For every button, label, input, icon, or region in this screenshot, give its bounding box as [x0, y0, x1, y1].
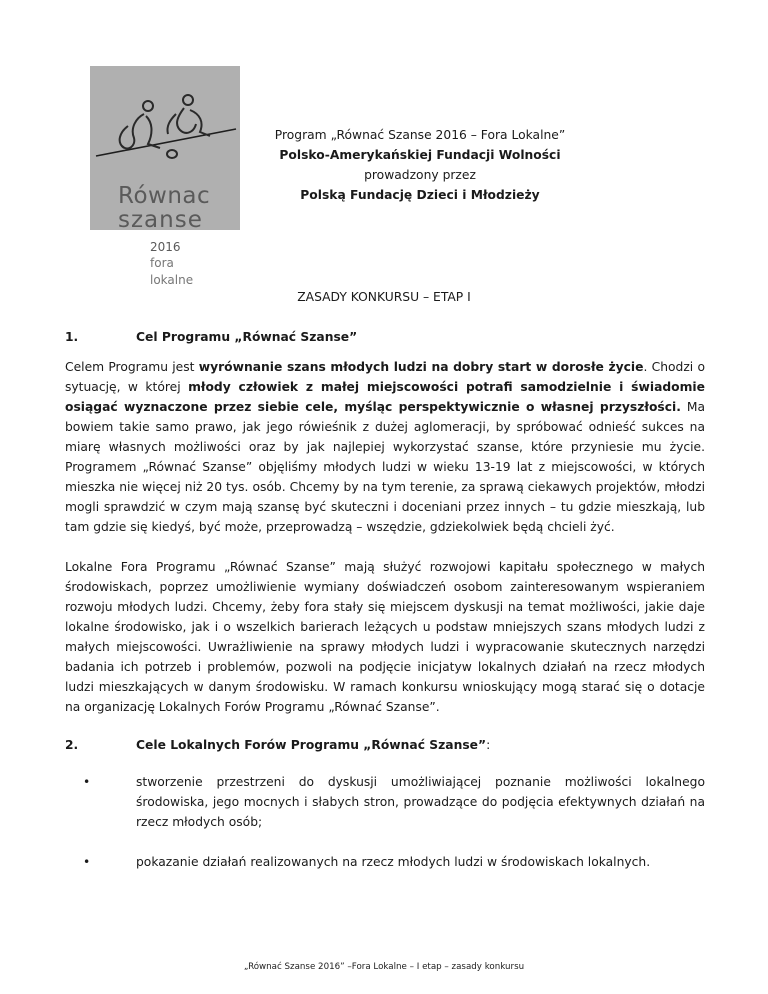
paragraph-bold-text: młody człowiek z małej miejscowości potrafi samodzielnie i świadomie osiągać wyznaczone przez siebie cele, myśląc perspektywicznie o własnej przyszłości.	[65, 380, 705, 414]
paragraph-text: . Chodzi o sytuację, w której	[65, 360, 705, 394]
logo-text-fora: fora	[150, 256, 174, 270]
section-2-bullet-list	[65, 772, 705, 872]
program-logo	[90, 66, 240, 290]
paragraph-text: Celem Programu jest	[65, 360, 199, 374]
logo-figures-icon	[90, 66, 240, 186]
list-item	[65, 772, 705, 832]
header-program-name: Program „Równać Szanse 2016 – Fora Lokalne”	[274, 128, 566, 142]
header-foundation: Polsko-Amerykańskiej Fundacji Wolności	[279, 148, 561, 162]
section-2-number: 2.	[65, 738, 79, 752]
header-operator: Polską Fundację Dzieci i Młodzieży	[300, 188, 540, 202]
bullet-icon: •	[83, 775, 91, 789]
logo-text-rownac: Równac	[118, 183, 211, 209]
header-conducted-by: prowadzony przez	[364, 168, 476, 182]
section-2-title-suffix: :	[486, 738, 491, 752]
document-title: ZASADY KONKURSU – ETAP I	[297, 290, 471, 304]
paragraph-text: Ma bowiem takie samo prawo, jak jego rówieśnik z dużej aglomeracji, by spróbować odnieść sukces na miarę własnych możliwości oraz by jak najlepiej wykorzystać szanse, które przyniesie mu życie. Programem „Równać Szanse” objęliśmy młodych ludzi w wieku 13-19 lat z miejscowości, w których mieszka nie więcej niż 20 tys. osób. Chcemy by na tym terenie, za sprawą ciekawych projektów, młodzi mogli sprawdzić w czym mają szansę być skuteczni i doceniani przez innych – tu gdzie mieszkają, lub tam gdzie się kiedyś, być może, przeprowadzą – wszędzie, gdziekolwiek będą chcieli żyć.	[65, 400, 705, 534]
section-1-title: Cel Programu „Równać Szanse”	[136, 330, 358, 344]
section-1-heading	[65, 330, 357, 344]
list-item-text: pokazanie działań realizowanych na rzecz młodych ludzi w środowiskach lokalnych.	[136, 855, 651, 869]
section-1-paragraph-1	[65, 357, 705, 537]
paragraph-bold-text: wyrównanie szans młodych ludzi na dobry start w dorosłe życie	[198, 360, 644, 374]
section-2-title: Cele Lokalnych Forów Programu „Równać Szanse”	[136, 738, 487, 752]
list-item-text: stworzenie przestrzeni do dyskusji umożliwiającej poznanie możliwości lokalnego środowiska, jego mocnych i słabych stron, prowadzące do podjęcia efektywnych działań na rzecz młodych osób;	[136, 775, 705, 829]
section-1-number: 1.	[65, 330, 79, 344]
list-item	[65, 852, 705, 872]
page-footer: „Równać Szanse 2016” –Fora Lokalne – I etap – zasady konkursu	[243, 962, 525, 972]
logo-text-year: 2016	[150, 240, 181, 254]
bullet-icon: •	[83, 855, 91, 869]
section-1-paragraph-2: Lokalne Fora Programu „Równać Szanse” mają służyć rozwojowi kapitału społecznego w małych środowiskach, poprzez umożliwienie wymiany doświadczeń osobom zainteresowanym wspieraniem rozwoju młodych ludzi. Chcemy, żeby fora stały się miejscem dyskusji na temat możliwości, jakie daje lokalne środowisko, jak i o wszelkich barierach leżących u podstaw mniejszych szans młodych ludzi z małych miejscowości. Uwrażliwienie na sprawy młodych ludzi i wypracowanie skutecznych narzędzi badania ich potrzeb i problemów, pozwoli na podjęcie inicjatyw lokalnych działań na rzecz młodych ludzi mieszkających w danym środowisku. W ramach konkursu wnioskujący mogą starać się o dotacje na organizację Lokalnych Forów Programu „Równać Szanse”.	[65, 560, 705, 714]
logo-text-lokalne: lokalne	[150, 273, 194, 287]
section-2-heading	[65, 738, 490, 752]
logo-text-szanse: szanse	[118, 207, 203, 233]
document-header	[250, 125, 590, 205]
